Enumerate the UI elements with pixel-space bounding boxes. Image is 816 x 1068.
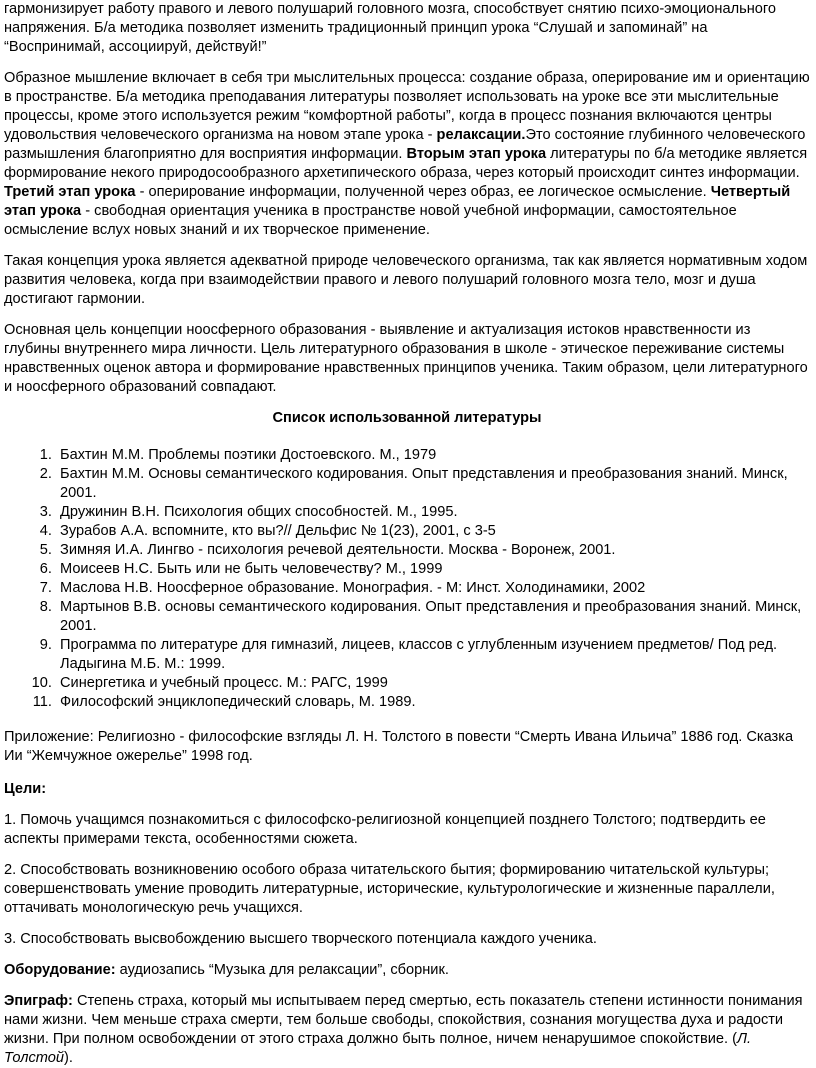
paragraph-intro: гармонизирует работу правого и левого полушарий головного мозга, способствует снятию психо-эмоционального напряжения. Б/а методика позволяет изменить традиционный принцип урока “Слушай и запоминай” на “Воспринимай, ассоциируй, действуй!” — [4, 1, 776, 55]
text-segment: - свободная ориентация ученика в пространстве новой учебной информации, самостоятельное осмысление вслух новых знаний и их творческое применение. — [4, 203, 737, 238]
reference-item: 3. Дружинин В.Н. Психология общих способностей. М., 1995. — [56, 503, 810, 522]
epigraph-label: Эпиграф: — [4, 993, 73, 1009]
reference-item: 2. Бахтин М.М. Основы семантического кодирования. Опыт представления и преобразования знаний. Минск, 2001. — [56, 465, 810, 503]
paragraph-noosphere: Основная цель концепции ноосферного образования - выявление и актуализация истоков нравственности из глубины внутреннего мира личности. Цель литературного образования в школе - этическое переживание системы нравственных оценок автора и формирование нравственных принципов ученика. Таким образом, цели литературного и ноосферного образований совпадают. — [4, 322, 808, 395]
bold-term-relaxation: релаксации. — [436, 127, 526, 143]
epigraph-text: Степень страха, который мы испытываем перед смертью, есть показатель степени истинности понимания нами жизни. Чем меньше страха смерти, тем больше свободы, спокойствия, сознания могущества духа и радости жизни. При полном освобождении от этого страха должно быть полное, ничем ненарушимое спокойствие. ( — [4, 993, 803, 1047]
text-segment: Это состояние глубинного человеческого размышления благоприятно для восприятия информации. — [4, 127, 806, 162]
epigraph-close: ). — [63, 1050, 73, 1066]
references-list — [4, 446, 810, 712]
reference-item: 7. Маслова Н.В. Ноосферное образование. Монография. - М: Инст. Холодинамики, 2002 — [56, 579, 810, 598]
reference-item: 6. Моисеев Н.С. Быть или не быть человечеству? М., 1999 — [56, 560, 810, 579]
reference-item: 9. Программа по литературе для гимназий, лицеев, классов с углубленным изучением предметов/ Под ред. Ладыгина М.Б. М.: 1999. — [56, 636, 810, 674]
goal-item: 2. Способствовать возникновению особого образа читательского бытия; формированию читательской культуры; совершенствовать умение проводить литературные, исторические, культурологические и жизненные параллели, оттачивать монологическую речь учащихся. — [4, 862, 775, 916]
reference-item: 11. Философский энциклопедический словарь, М. 1989. — [56, 693, 810, 712]
equipment-text: аудиозапись “Музыка для релаксации”, сборник. — [115, 962, 449, 978]
bold-term-fourth-stage: Четвертый этап урока — [4, 184, 791, 219]
bold-term-second-stage: Вторым этап урока — [406, 146, 547, 162]
paragraph-lesson-stages — [4, 69, 810, 240]
reference-item: 4. Зурабов А.А. вспомните, кто вы?// Дельфис № 1(23), 2001, с 3-5 — [56, 522, 810, 541]
reference-item: 8. Мартынов В.В. основы семантического кодирования. Опыт представления и преобразования знаний. Минск, 2001. — [56, 598, 810, 636]
epigraph-paragraph — [4, 992, 810, 1068]
text-segment: литературы по б/а методике является формирование некого природосообразного архетипического образа, через который происходит синтез информации. — [4, 146, 808, 181]
goal-item: 1. Помочь учащимся познакомиться с философско-религиозной концепцией позднего Толстого; подтвердить ее аспекты примерами текста, особенностями сюжета. — [4, 812, 766, 847]
equipment-line — [4, 961, 810, 980]
goal-item: 3. Способствовать высвобождению высшего творческого потенциала каждого ученика. — [4, 931, 597, 947]
reference-item: 10. Синергетика и учебный процесс. М.: РАГС, 1999 — [56, 674, 810, 693]
goals-heading — [4, 780, 810, 799]
reference-item: 5. Зимняя И.А. Лингво - психология речевой деятельности. Москва - Воронеж, 2001. — [56, 541, 810, 560]
paragraph-concept: Такая концепция урока является адекватной природе человеческого организма, так как является нормативным ходом развития человека, когда при взаимодействии правого и левого полушарий головного мозга тело, мозг и душа достигают гармонии. — [4, 253, 808, 307]
bold-term-third-stage: Третий этап урока — [4, 184, 136, 200]
references-title: Список использованной литературы — [272, 410, 542, 426]
goals-heading-label: Цели: — [4, 781, 47, 797]
epigraph-author: Л. Толстой — [4, 1031, 752, 1066]
reference-item: 1. Бахтин М.М. Проблемы поэтики Достоевского. М., 1979 — [56, 446, 810, 465]
text-segment: Образное мышление включает в себя три мыслительных процесса: создание образа, оперирование им и ориентацию в пространстве. Б/а методика преподавания литературы позволяет использовать на уроке все эти мыслительные процессы, кроме этого используется режим “комфортной работы”, когда в процесс познания включаются центры удовольствия человеческого организма на новом этапе урока - — [4, 70, 810, 143]
text-segment: - оперирование информации, полученной через образ, ее логическое осмысление. — [135, 184, 711, 200]
equipment-label: Оборудование: — [4, 962, 116, 978]
appendix-line: Приложение: Религиозно - философские взгляды Л. Н. Толстого в повести “Смерть Ивана Ильича” 1886 год. Сказка Ии “Жемчужное ожерелье” 1998 год. — [4, 729, 794, 764]
